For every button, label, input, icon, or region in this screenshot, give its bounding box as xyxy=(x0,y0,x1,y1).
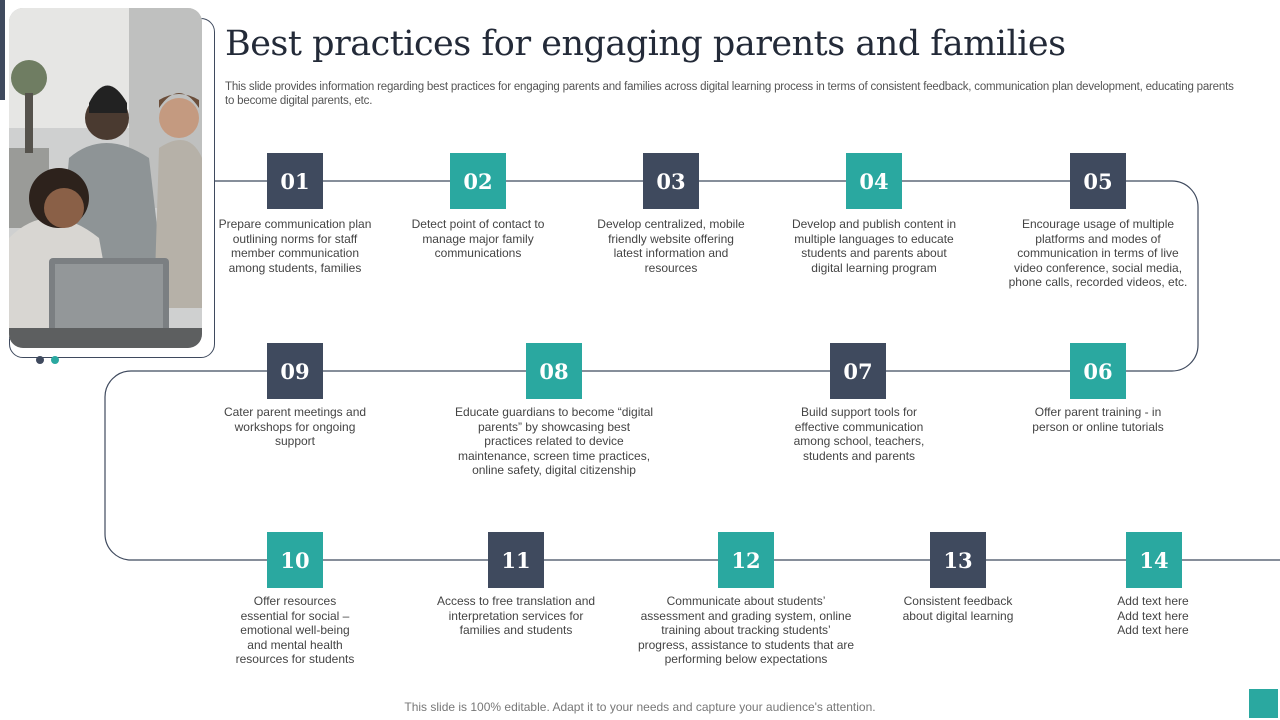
corner-accent xyxy=(1249,689,1278,718)
step-badge-03: 03 xyxy=(643,153,699,209)
step-text-06: Offer parent training - in person or online tutorials xyxy=(1032,405,1164,434)
step-text-07: Build support tools for effective communication among school, teachers, students and parents xyxy=(793,405,925,463)
step-text-05: Encourage usage of multiple platforms and modes of communication in terms of live video conference, social media, phone calls, recorded videos, etc. xyxy=(1008,217,1188,289)
step-badge-02: 02 xyxy=(450,153,506,209)
step-text-04: Develop and publish content in multiple languages to educate students and parents about digital learning program xyxy=(791,217,957,275)
step-badge-09: 09 xyxy=(267,343,323,399)
step-text-09: Cater parent meetings and workshops for ongoing support xyxy=(223,405,367,448)
step-badge-11: 11 xyxy=(488,532,544,588)
step-badge-12: 12 xyxy=(718,532,774,588)
footer-note: This slide is 100% editable. Adapt it to your needs and capture your audience's attention. xyxy=(404,700,876,714)
step-badge-04: 04 xyxy=(846,153,902,209)
page-title: Best practices for engaging parents and families xyxy=(225,24,1066,64)
step-text-13: Consistent feedback about digital learning xyxy=(902,594,1014,623)
step-text-01: Prepare communication plan outlining norms for staff member communication among students, families xyxy=(218,217,372,275)
step-badge-05: 05 xyxy=(1070,153,1126,209)
step-text-03: Develop centralized, mobile friendly website offering latest information and resources xyxy=(597,217,745,275)
step-badge-14: 14 xyxy=(1126,532,1182,588)
step-text-02: Detect point of contact to manage major family communications xyxy=(411,217,545,260)
step-badge-13: 13 xyxy=(930,532,986,588)
step-badge-10: 10 xyxy=(267,532,323,588)
step-text-12: Communicate about students’ assessment and grading system, online training about tracking students’ progress, assistance to students that are performing below expectations xyxy=(637,594,855,666)
step-text-10: Offer resources essential for social – emotional well-being and mental health resources for students xyxy=(235,594,355,666)
step-text-14: Add text here Add text here Add text here xyxy=(1117,594,1189,637)
step-text-11: Access to free translation and interpretation services for families and students xyxy=(436,594,596,637)
page-subtitle: This slide provides information regarding best practices for engaging parents and families across digital learning process in terms of consistent feedback, communication plan development, educating parents to become digital parents, etc. xyxy=(225,81,1234,107)
step-badge-08: 08 xyxy=(526,343,582,399)
step-badge-07: 07 xyxy=(830,343,886,399)
step-badge-01: 01 xyxy=(267,153,323,209)
step-badge-06: 06 xyxy=(1070,343,1126,399)
step-text-08: Educate guardians to become “digital parents” by showcasing best practices related to device maintenance, screen time practices, online safety, digital citizenship xyxy=(454,405,654,477)
